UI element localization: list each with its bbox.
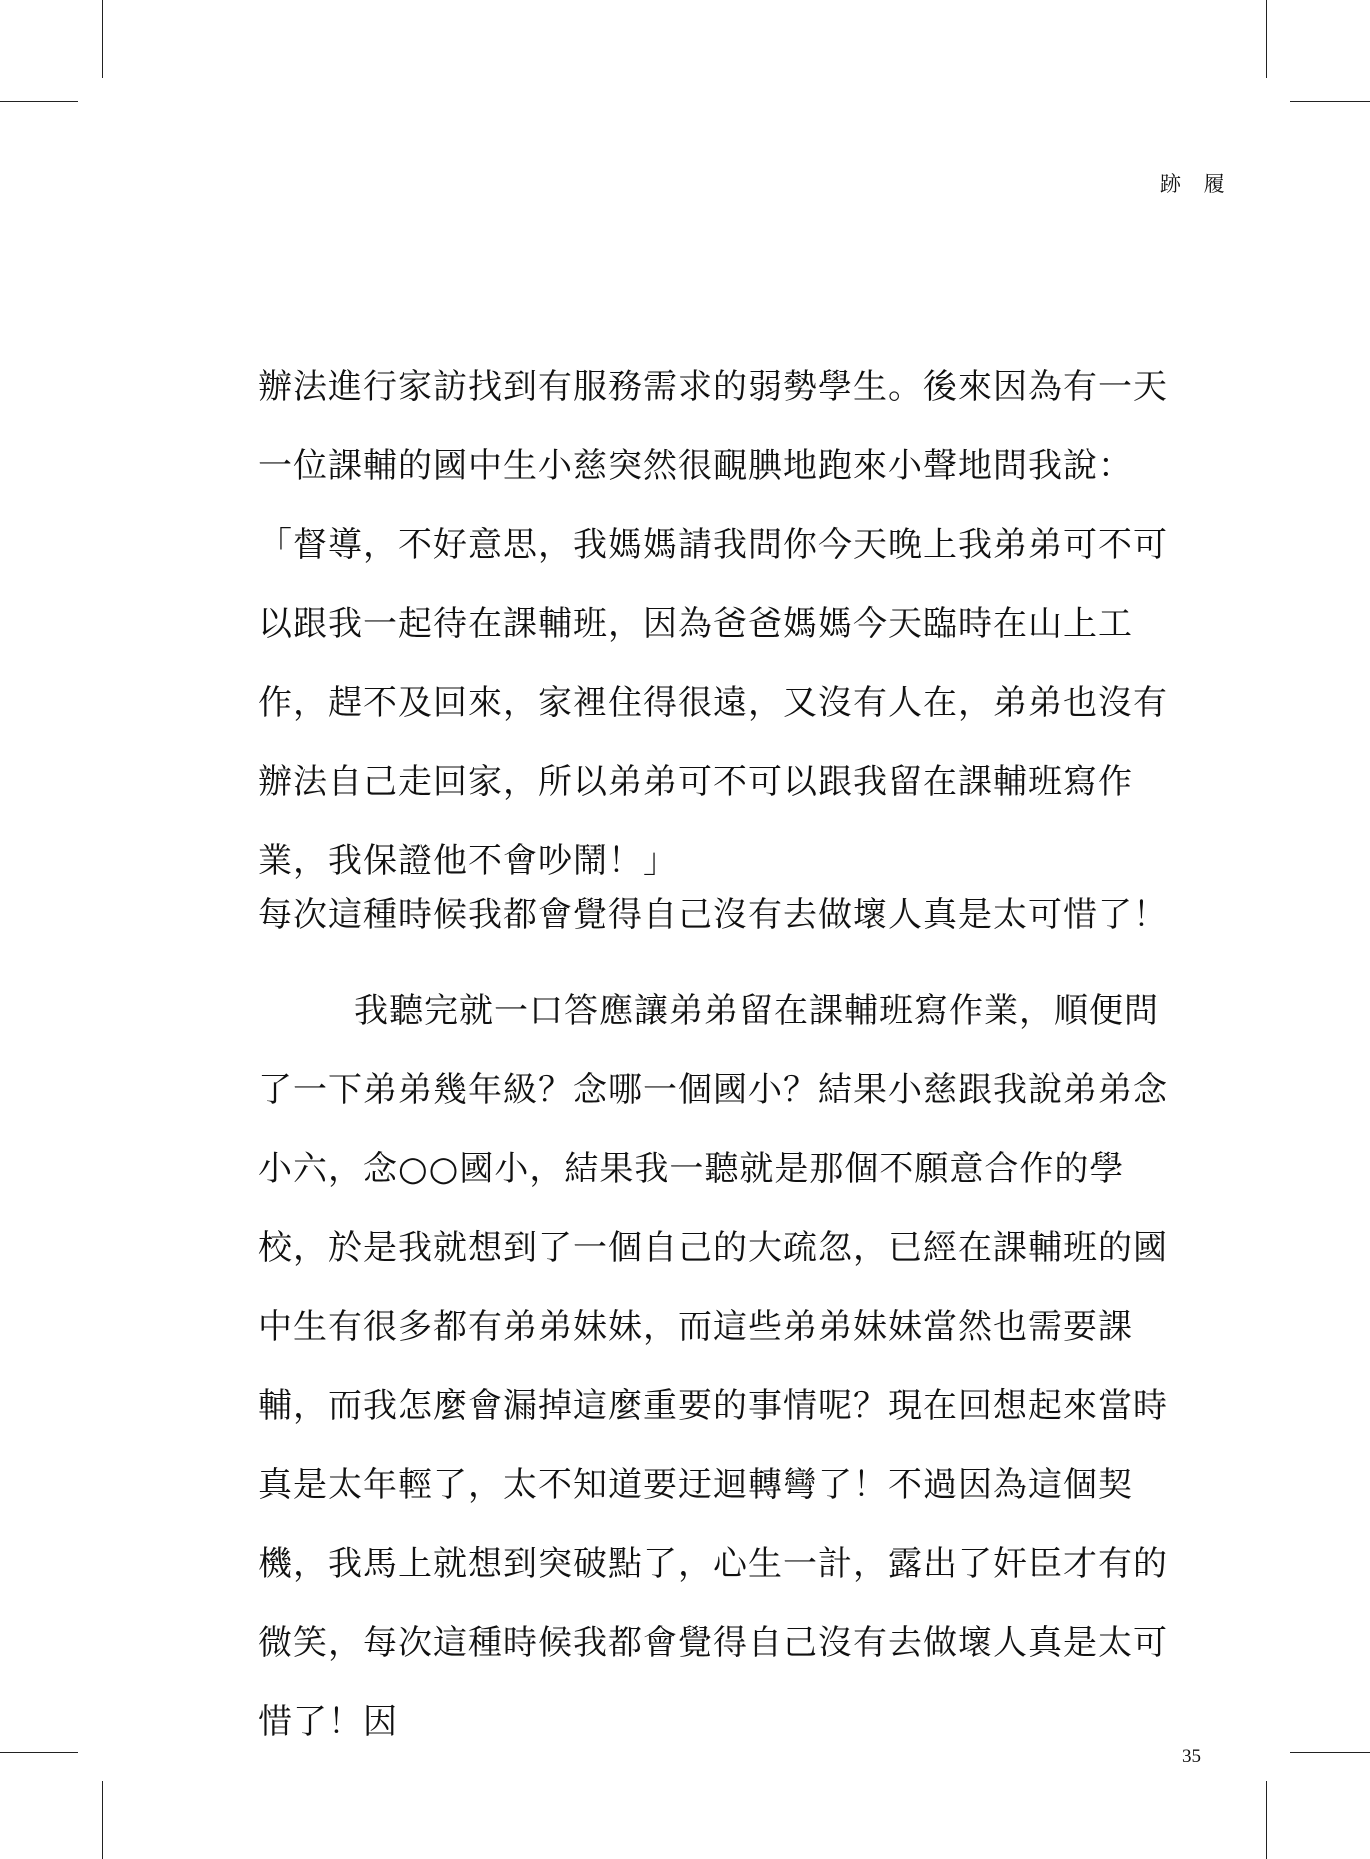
crop-mark-bottom-left-vertical <box>102 1781 103 1859</box>
paragraph-2 <box>258 876 1168 955</box>
running-header: 跡 履 <box>1160 172 1233 196</box>
text-line: 以跟我一起待在課輔班，因為爸爸媽媽今天臨時在山上工 <box>258 604 1133 644</box>
text-line: 了一下弟弟幾年級？念哪一個國小？結果小慈跟我說弟弟念 <box>258 1070 1168 1110</box>
text-line: 中生有很多都有弟弟妹妹，而這些弟弟妹妹當然也需要課 <box>258 1307 1133 1347</box>
crop-mark-top-left-vertical <box>102 0 103 78</box>
text-line-indented: 我聽完就一口答應讓弟弟留在課輔班寫作業，順便問 <box>354 991 1159 1031</box>
text-line: 作，趕不及回來，家裡住得很遠，又沒有人在，弟弟也沒有 <box>258 683 1168 723</box>
text-line: 辦法自己走回家，所以弟弟可不可以跟我留在課輔班寫作 <box>258 762 1133 802</box>
text-line: 小六，念○○國小，結果我一聽就是那個不願意合作的學 <box>258 1149 1125 1189</box>
text-line: 辦法進行家訪找到有服務需求的弱勢學生。後來因為有一天 <box>258 367 1168 407</box>
text-line: 每次這種時候我都會覺得自己沒有去做壞人真是太可惜了！ <box>258 895 1168 935</box>
crop-mark-top-left-horizontal <box>0 101 78 102</box>
text-line: 「督導，不好意思，我媽媽請我問你今天晚上我弟弟可不可 <box>258 525 1168 565</box>
page-number: 35 <box>1182 1746 1201 1767</box>
paragraph-3 <box>258 972 1168 1762</box>
text-line: 微笑，每次這種時候我都會覺得自己沒有去做壞人真是太可 <box>258 1623 1168 1663</box>
paragraph-1 <box>258 348 1168 901</box>
text-line: 惜了！因 <box>258 1702 398 1742</box>
text-line: 機，我馬上就想到突破點了，心生一計，露出了奸臣才有的 <box>258 1544 1168 1584</box>
crop-mark-bottom-right-horizontal <box>1290 1752 1370 1753</box>
text-line: 真是太年輕了，太不知道要迂迴轉彎了！不過因為這個契 <box>258 1465 1133 1505</box>
text-line: 業，我保證他不會吵鬧！」 <box>258 841 678 881</box>
crop-mark-bottom-right-vertical <box>1266 1781 1267 1859</box>
crop-mark-top-right-horizontal <box>1290 101 1370 102</box>
text-line: 校，於是我就想到了一個自己的大疏忽，已經在課輔班的國 <box>258 1228 1168 1268</box>
text-line: 一位課輔的國中生小慈突然很靦腆地跑來小聲地問我說： <box>258 446 1133 486</box>
crop-mark-bottom-left-horizontal <box>0 1752 78 1753</box>
crop-mark-top-right-vertical <box>1266 0 1267 78</box>
text-line: 輔，而我怎麼會漏掉這麼重要的事情呢？現在回想起來當時 <box>258 1386 1168 1426</box>
